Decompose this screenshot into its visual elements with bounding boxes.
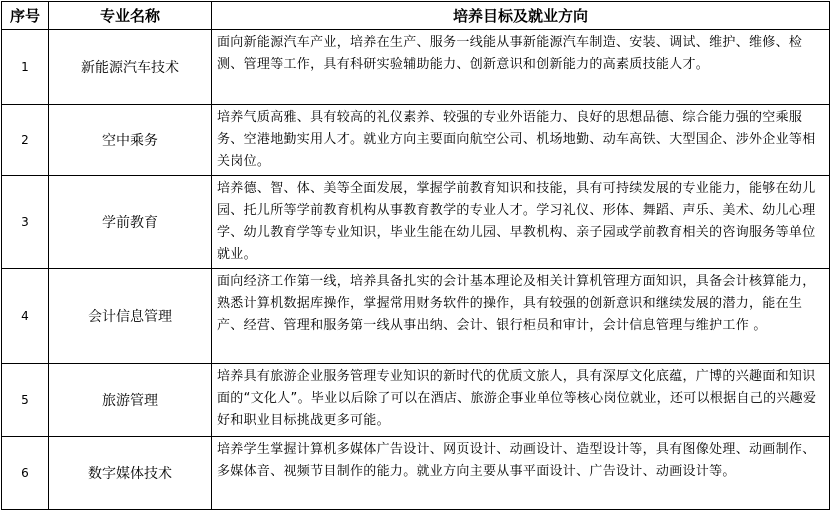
table-row (2, 30, 830, 105)
row-major: 会计信息管理 (49, 269, 212, 364)
row-major: 空中乘务 (49, 105, 212, 176)
majors-table (1, 1, 830, 510)
table-row (2, 105, 830, 176)
row-index: 2 (2, 105, 49, 176)
row-description: 培养气质高雅、具有较高的礼仪素养、较强的专业外语能力、良好的思想品德、综合能力强的空乘服务、空港地勤实用人才。就业方向主要面向航空公司、机场地勤、动车高铁、大型国企、涉外企业等相关岗位。 (212, 105, 830, 176)
table-row (2, 176, 830, 269)
row-index: 5 (2, 364, 49, 437)
row-description: 面向经济工作第一线，培养具备扎实的会计基本理论及相关计算机管理方面知识，具备会计核算能力，熟悉计算机数据库操作，掌握常用财务软件的操作，具有较强的创新意识和继续发展的潜力，能在生产、经营、管理和服务第一线从事出纳、会计、银行柜员和审计，会计信息管理与维护工作 。 (212, 269, 830, 364)
row-index: 4 (2, 269, 49, 364)
header-goal: 培养目标及就业方向 (212, 2, 830, 30)
table-header-row (2, 2, 830, 30)
table-row (2, 437, 830, 510)
table-row (2, 269, 830, 364)
row-description: 培养学生掌握计算机多媒体广告设计、网页设计、动画设计、造型设计等，具有图像处理、动画制作、多媒体音、视频节目制作的能力。就业方向主要从事平面设计、广告设计、动画设计等。 (212, 437, 830, 510)
row-major: 新能源汽车技术 (49, 30, 212, 105)
row-index: 3 (2, 176, 49, 269)
row-description: 培养具有旅游企业服务管理专业知识的新时代的优质文旅人，具有深厚文化底蕴，广博的兴趣面和知识面的“文化人”。毕业以后除了可以在酒店、旅游企事业单位等核心岗位就业，还可以根据自己的兴趣爱好和职业目标挑战更多可能。 (212, 364, 830, 437)
row-major: 数字媒体技术 (49, 437, 212, 510)
row-description: 面向新能源汽车产业，培养在生产、服务一线能从事新能源汽车制造、安装、调试、维护、维修、检测、管理等工作，具有科研实验辅助能力、创新意识和创新能力的高素质技能人才。 (212, 30, 830, 105)
header-major: 专业名称 (49, 2, 212, 30)
row-major: 旅游管理 (49, 364, 212, 437)
table-row (2, 364, 830, 437)
row-index: 1 (2, 30, 49, 105)
row-major: 学前教育 (49, 176, 212, 269)
header-index: 序号 (2, 2, 49, 30)
row-index: 6 (2, 437, 49, 510)
row-description: 培养德、智、体、美等全面发展，掌握学前教育知识和技能，具有可持续发展的专业能力，能够在幼儿园、托儿所等学前教育机构从事教育教学的专业人才。学习礼仪、形体、舞蹈、声乐、美术、幼儿心理学、幼儿教育学等专业知识，毕业生能在幼儿园、早教机构、亲子园或学前教育相关的咨询服务等单位就业。 (212, 176, 830, 269)
